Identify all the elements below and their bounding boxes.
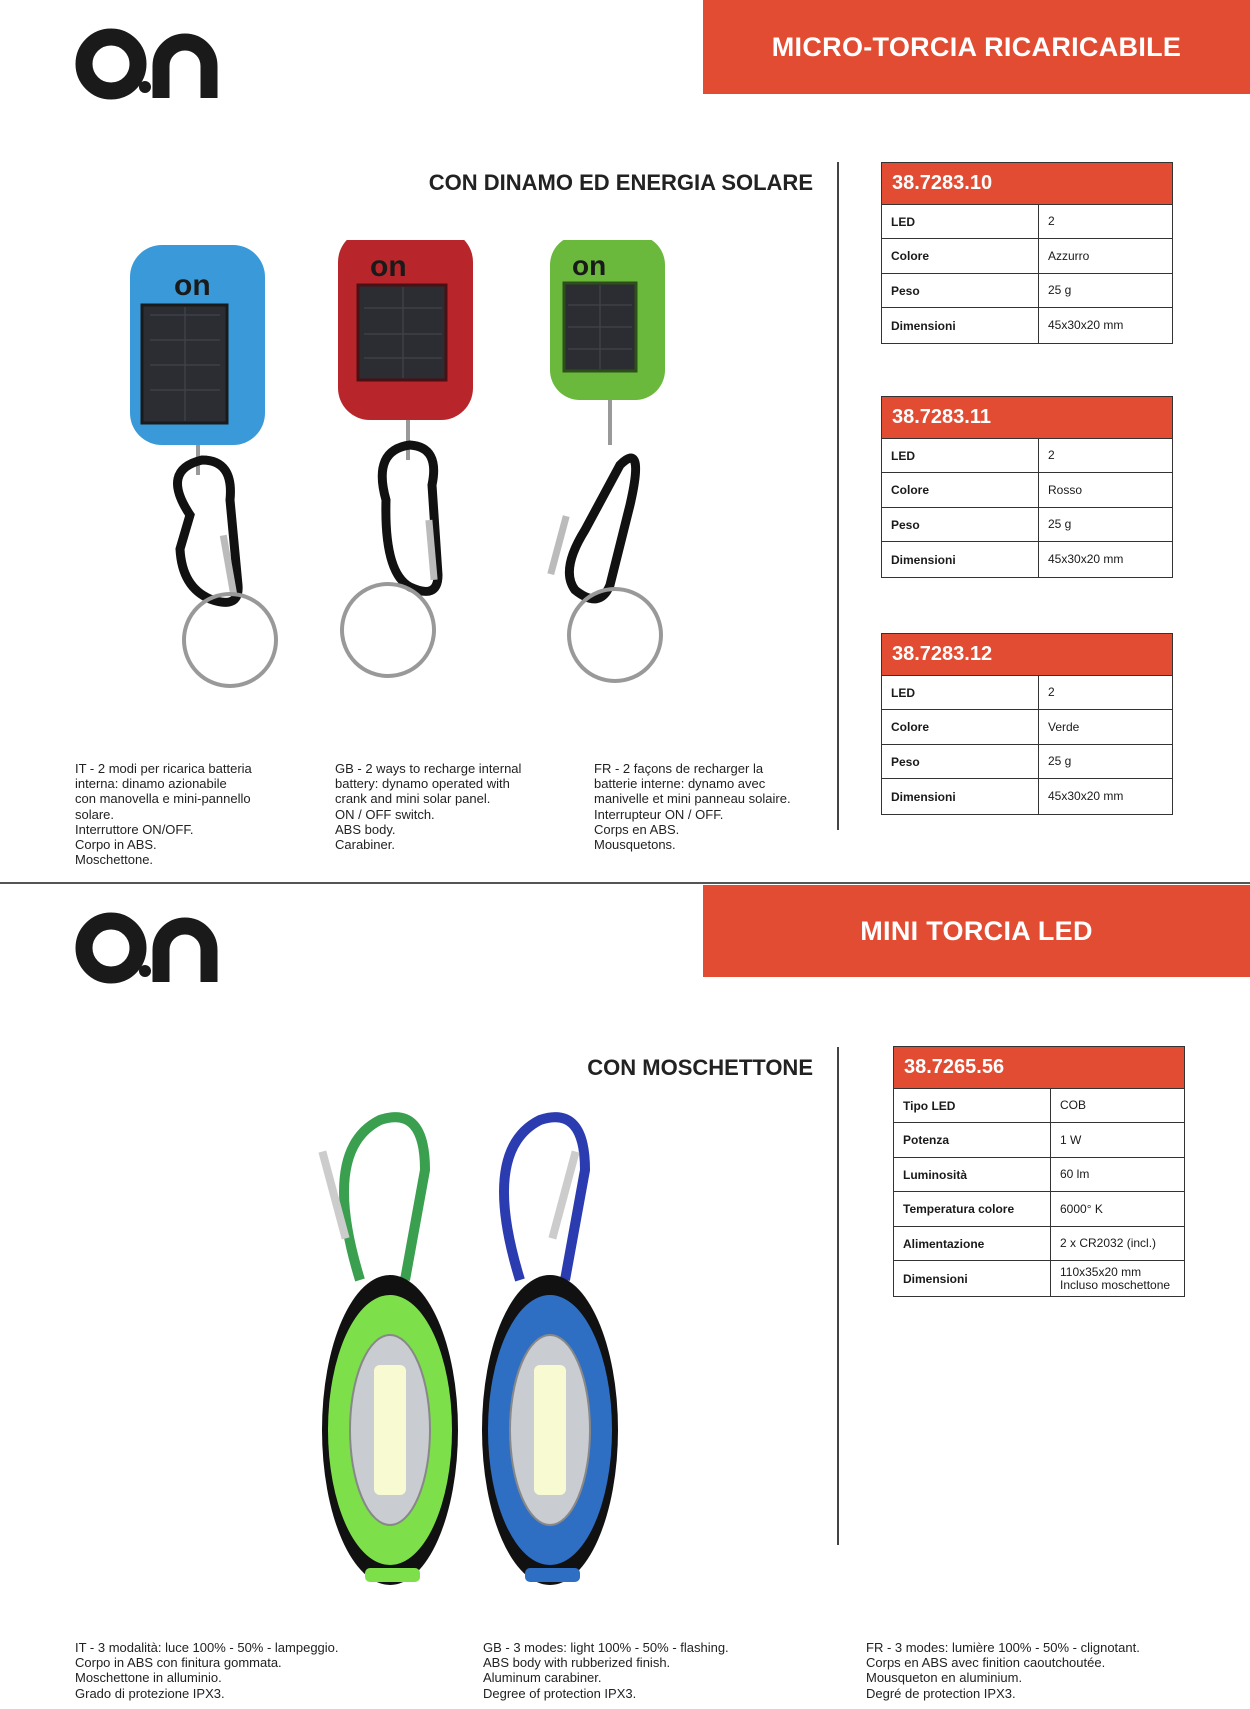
description-it: IT - 2 modi per ricarica batteria interna: dinamo azionabile con manovella e mini-pannello solare. Interruttore ON/OFF. Corpo in ABS. Moschettone. (75, 761, 252, 868)
spec-key: Colore (882, 473, 1039, 507)
on-logo-icon (75, 24, 225, 102)
product-subtitle: CON DINAMO ED ENERGIA SOLARE (428, 170, 813, 195)
spec-value: 45x30x20 mm (1048, 318, 1124, 332)
spec-value: 1 W (1060, 1132, 1082, 1147)
spec-code: 38.7283.11 (882, 397, 1172, 439)
spec-key: Peso (882, 274, 1039, 307)
brand-logo (75, 24, 225, 102)
red-flashlight (338, 240, 473, 676)
section-divider (0, 882, 1250, 884)
spec-table-38-7265-56 (893, 1046, 1185, 1297)
description-gb: GB - 3 modes: light 100% - 50% - flashing. ABS body with rubberized finish. Aluminum carabiner. Degree of protection IPX3. (483, 1640, 729, 1701)
divider-vertical (837, 1047, 839, 1545)
divider-vertical (837, 162, 839, 830)
spec-value: 6000° K (1060, 1201, 1103, 1216)
green-flashlight (547, 240, 665, 681)
spec-key: Dimensioni (882, 542, 1039, 577)
spec-key: Dimensioni (894, 1261, 1051, 1296)
spec-value: 25 g (1048, 754, 1072, 768)
spec-code: 38.7283.10 (882, 163, 1172, 205)
on-logo-icon (75, 908, 225, 986)
spec-key: LED (882, 676, 1039, 709)
spec-key: LED (882, 205, 1039, 238)
spec-code: 38.7265.56 (894, 1047, 1184, 1089)
spec-value: 60 lm (1060, 1167, 1090, 1181)
product-banner: MICRO-TORCIA RICARICABILE (703, 0, 1250, 94)
spec-value: 25 g (1048, 517, 1072, 531)
green-mini-torch (318, 1117, 458, 1585)
spec-key: Peso (882, 745, 1039, 778)
spec-key: Luminosità (894, 1158, 1051, 1191)
spec-value: 2 (1048, 685, 1055, 699)
spec-key: Potenza (894, 1123, 1051, 1157)
spec-key: Tipo LED (894, 1089, 1051, 1122)
spec-key: LED (882, 439, 1039, 472)
description-fr: FR - 3 modes: lumière 100% - 50% - clignotant. Corps en ABS avec finition caoutchoutée. Mousqueton en aluminium. Degré de protection IPX3. (866, 1640, 1140, 1701)
spec-key: Colore (882, 710, 1039, 744)
spec-value: Verde (1048, 719, 1080, 734)
spec-key: Temperatura colore (894, 1192, 1051, 1226)
spec-code: 38.7283.12 (882, 634, 1172, 676)
blue-mini-torch (482, 1117, 618, 1585)
svg-text:on: on (174, 269, 211, 302)
spec-table-38-7283-10 (881, 162, 1173, 344)
spec-value: 2 (1048, 448, 1055, 462)
description-fr: FR - 2 façons de recharger la batterie interne: dynamo avec manivelle et mini panneau solaire. Interrupteur ON / OFF. Corps en ABS. Mousquetons. (594, 761, 791, 853)
spec-value: Rosso (1048, 482, 1083, 497)
spec-table-38-7283-11 (881, 396, 1173, 578)
svg-text:on: on (572, 250, 607, 281)
product-photo-flashlights (120, 240, 700, 700)
spec-value: 2 x CR2032 (incl.) (1060, 1236, 1157, 1250)
spec-key: Colore (882, 239, 1039, 273)
spec-value: 25 g (1048, 283, 1072, 297)
description-gb: GB - 2 ways to recharge internal battery: dynamo operated with crank and mini solar panel. ON / OFF switch. ABS body. Carabiner. (335, 761, 522, 853)
description-it: IT - 3 modalità: luce 100% - 50% - lampeggio. Corpo in ABS con finitura gommata. Moschettone in alluminio. Grado di protezione IPX3. (75, 1640, 339, 1701)
blue-flashlight (130, 245, 276, 686)
spec-value: 45x30x20 mm (1048, 789, 1124, 803)
product-photo-mini-torches (310, 1110, 640, 1595)
spec-table-38-7283-12 (881, 633, 1173, 815)
svg-text:on: on (370, 250, 407, 283)
brand-logo (75, 908, 225, 986)
spec-value: 110x35x20 mm Incluso moschettone (1060, 1264, 1171, 1292)
spec-key: Peso (882, 508, 1039, 541)
spec-value: 45x30x20 mm (1048, 552, 1124, 566)
spec-key: Alimentazione (894, 1227, 1051, 1260)
spec-key: Dimensioni (882, 308, 1039, 343)
product-subtitle: CON MOSCHETTONE (587, 1055, 813, 1080)
spec-value: Azzurro (1048, 248, 1090, 263)
spec-value: 2 (1048, 214, 1055, 228)
product-banner: MINI TORCIA LED (703, 885, 1250, 977)
spec-value: COB (1060, 1098, 1087, 1112)
spec-key: Dimensioni (882, 779, 1039, 814)
